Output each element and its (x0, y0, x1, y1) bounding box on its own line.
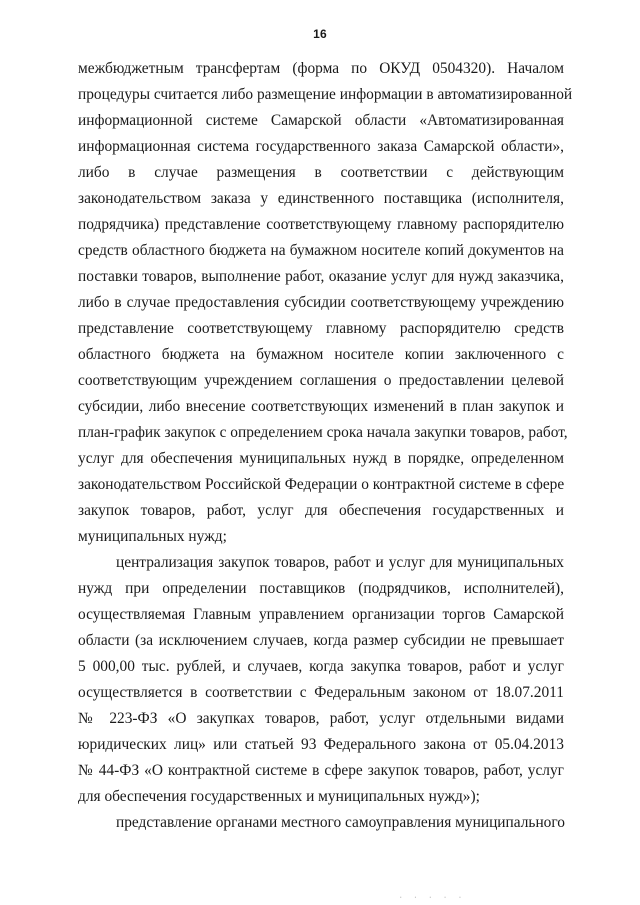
paragraph-first-line: представление органами местного самоуправления муниципального (116, 814, 566, 831)
text-line: либо в случае предоставления субсидии соответствующему учреждению (78, 294, 564, 311)
text-line: 5 000,00 тыс. рублей, и случаев, когда закупка товаров, работ и услуг (78, 658, 564, 675)
text-line: законодательством заказа у единственного поставщика (исполнителя, (78, 190, 564, 207)
text-line: представление соответствующему главному распорядителю средств (78, 320, 564, 337)
text-line: межбюджетным трансфертам (форма по ОКУД 0504320). Началом (78, 60, 564, 77)
text-line: либо в случае размещения в соответствии с действующим (78, 164, 564, 181)
paragraph-first-line: централизация закупок товаров, работ и услуг для муниципальных (116, 554, 564, 571)
text-line: для обеспечения государственных и муниципальных нужд»); (78, 788, 480, 805)
text-line: услуг для обеспечения муниципальных нужд в порядке, определенном (78, 450, 564, 467)
text-line: субсидии, либо внесение соответствующих изменений в план закупок и (78, 398, 564, 415)
text-line: осуществляется в соответствии с Федеральным законом от 18.07.2011 (78, 684, 564, 701)
text-line: области (за исключением случаев, когда размер субсидии не превышает (78, 632, 564, 649)
text-line: подрядчика) представление соответствующему главному распорядителю (78, 216, 564, 233)
text-line: средств областного бюджета на бумажном носителе копий документов на (78, 242, 564, 259)
text-line: информационной системе Самарской области «Автоматизированная (78, 112, 564, 129)
text-line: № 44-ФЗ «О контрактной системе в сфере закупок товаров, работ, услуг (78, 762, 564, 779)
page-number: 16 (313, 27, 327, 41)
text-line: осуществляемая Главным управлением организации торгов Самарской (78, 606, 564, 623)
text-line: соответствующим учреждением соглашения о предоставлении целевой (78, 372, 564, 389)
text-line: областного бюджета на бумажном носителе копии заключенного с (78, 346, 564, 363)
text-line: № 223-ФЗ «О закупках товаров, работ, услуг отдельными видами (78, 710, 564, 727)
text-line: юридических лиц» или статьей 93 Федерального закона от 05.04.2013 (78, 736, 564, 753)
text-line: информационная система государственного заказа Самарской области», (78, 138, 564, 155)
text-line: законодательством Российской Федерации о контрактной системе в сфере (78, 476, 565, 493)
text-line: закупок товаров, работ, услуг для обеспечения государственных и (78, 502, 564, 519)
text-line: план-график закупок с определением срока начала закупки товаров, работ, (78, 424, 568, 441)
text-line: нужд при определении поставщиков (подрядчиков, исполнителей), (78, 580, 564, 597)
text-line: процедуры считается либо размещение информации в автоматизированной (78, 86, 573, 103)
text-line: муниципальных нужд; (78, 528, 227, 545)
text-line: поставки товаров, выполнение работ, оказание услуг для нужд заказчика, (78, 268, 564, 285)
scan-artifact: . . . . . (398, 891, 465, 901)
